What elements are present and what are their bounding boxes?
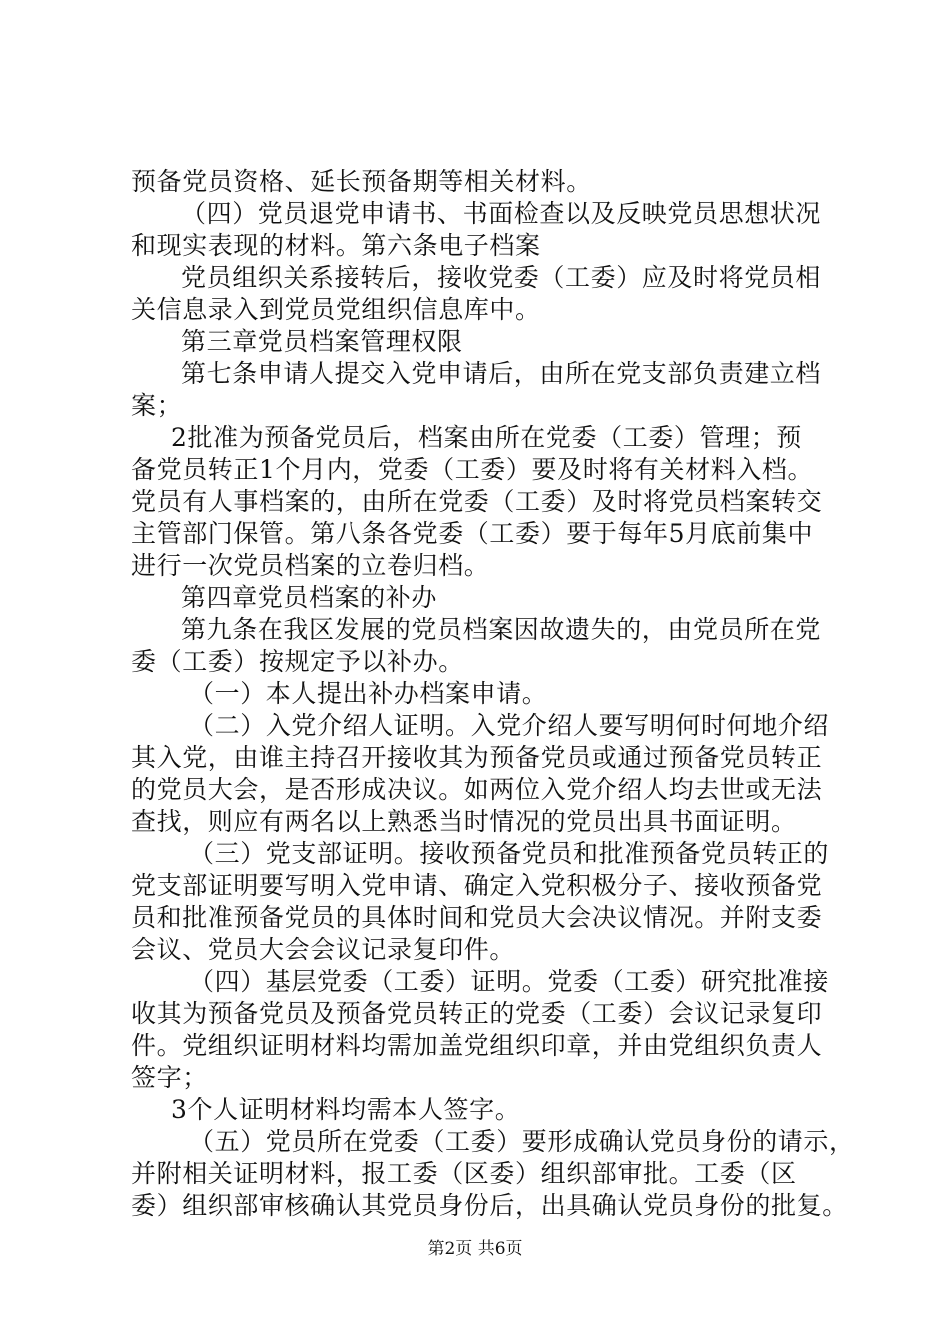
text-line: （四）基层党委（工委）证明。党委（工委）研究批准接 (189, 967, 830, 996)
text-line: 党员组织关系接转后，接收党委（工委）应及时将党员相 (181, 263, 822, 292)
page-number-indicator: 第2页 共6页 (427, 1239, 523, 1259)
text-line: 预备党员资格、延长预备期等相关材料。 (131, 167, 592, 196)
text-line: 关信息录入到党员党组织信息库中。 (131, 295, 541, 324)
text-line: （二）入党介绍人证明。入党介绍人要写明何时何地介绍 (189, 711, 830, 740)
text-line: 案； (131, 391, 183, 420)
document-body (131, 166, 855, 1222)
text-line: 和现实表现的材料。第六条电子档案 (131, 231, 541, 260)
text-line: 其入党，由谁主持召开接收其为预备党员或通过预备党员转正 (131, 743, 823, 772)
text-line: （一）本人提出补办档案申请。 (189, 679, 548, 708)
text-line: 第九条在我区发展的党员档案因故遗失的，由党员所在党 (181, 615, 822, 644)
text-line: 收其为预备党员及预备党员转正的党委（工委）会议记录复印 (131, 999, 823, 1028)
text-line: 党支部证明要写明入党申请、确定入党积极分子、接收预备党 (131, 871, 823, 900)
text-line: 件。党组织证明材料均需加盖党组织印章，并由党组织负责人 (131, 1031, 823, 1060)
text-line: 进行一次党员档案的立卷归档。 (131, 551, 490, 580)
chapter-heading: 第三章党员档案管理权限 (181, 327, 463, 356)
text-line: 备党员转正1个月内，党委（工委）要及时将有关材料入档。 (131, 455, 814, 484)
text-line: 会议、党员大会会议记录复印件。 (131, 935, 516, 964)
text-line: （三）党支部证明。接收预备党员和批准预备党员转正的 (189, 839, 830, 868)
text-line: 签字； (131, 1063, 208, 1092)
text-line: 主管部门保管。第八条各党委（工委）要于每年5月底前集中 (131, 519, 814, 548)
text-line: 2批准为预备党员后，档案由所在党委（工委）管理；预 (171, 423, 802, 452)
text-line: 第七条申请人提交入党申请后，由所在党支部负责建立档 (181, 359, 822, 388)
text-line: 员和批准预备党员的具体时间和党员大会决议情况。并附支委 (131, 903, 823, 932)
text-line: （四）党员退党申请书、书面检查以及反映党员思想状况 (181, 199, 822, 228)
text-line: 委（工委）按规定予以补办。 (131, 647, 464, 676)
page-footer (0, 1237, 950, 1261)
text-line: 3个人证明材料均需本人签字。 (171, 1095, 521, 1124)
text-line: 并附相关证明材料，报工委（区委）组织部审批。工委（区 (131, 1159, 797, 1188)
text-line: 的党员大会，是否形成决议。如两位入党介绍人均去世或无法 (131, 775, 823, 804)
text-line: 查找，则应有两名以上熟悉当时情况的党员出具书面证明。 (131, 807, 797, 836)
text-line: 党员有人事档案的，由所在党委（工委）及时将党员档案转交 (131, 487, 823, 516)
text-line: （五）党员所在党委（工委）要形成确认党员身份的请示， (189, 1127, 855, 1156)
chapter-heading: 第四章党员档案的补办 (181, 583, 438, 612)
text-line: 委）组织部审核确认其党员身份后，出具确认党员身份的批复。 (131, 1191, 848, 1220)
